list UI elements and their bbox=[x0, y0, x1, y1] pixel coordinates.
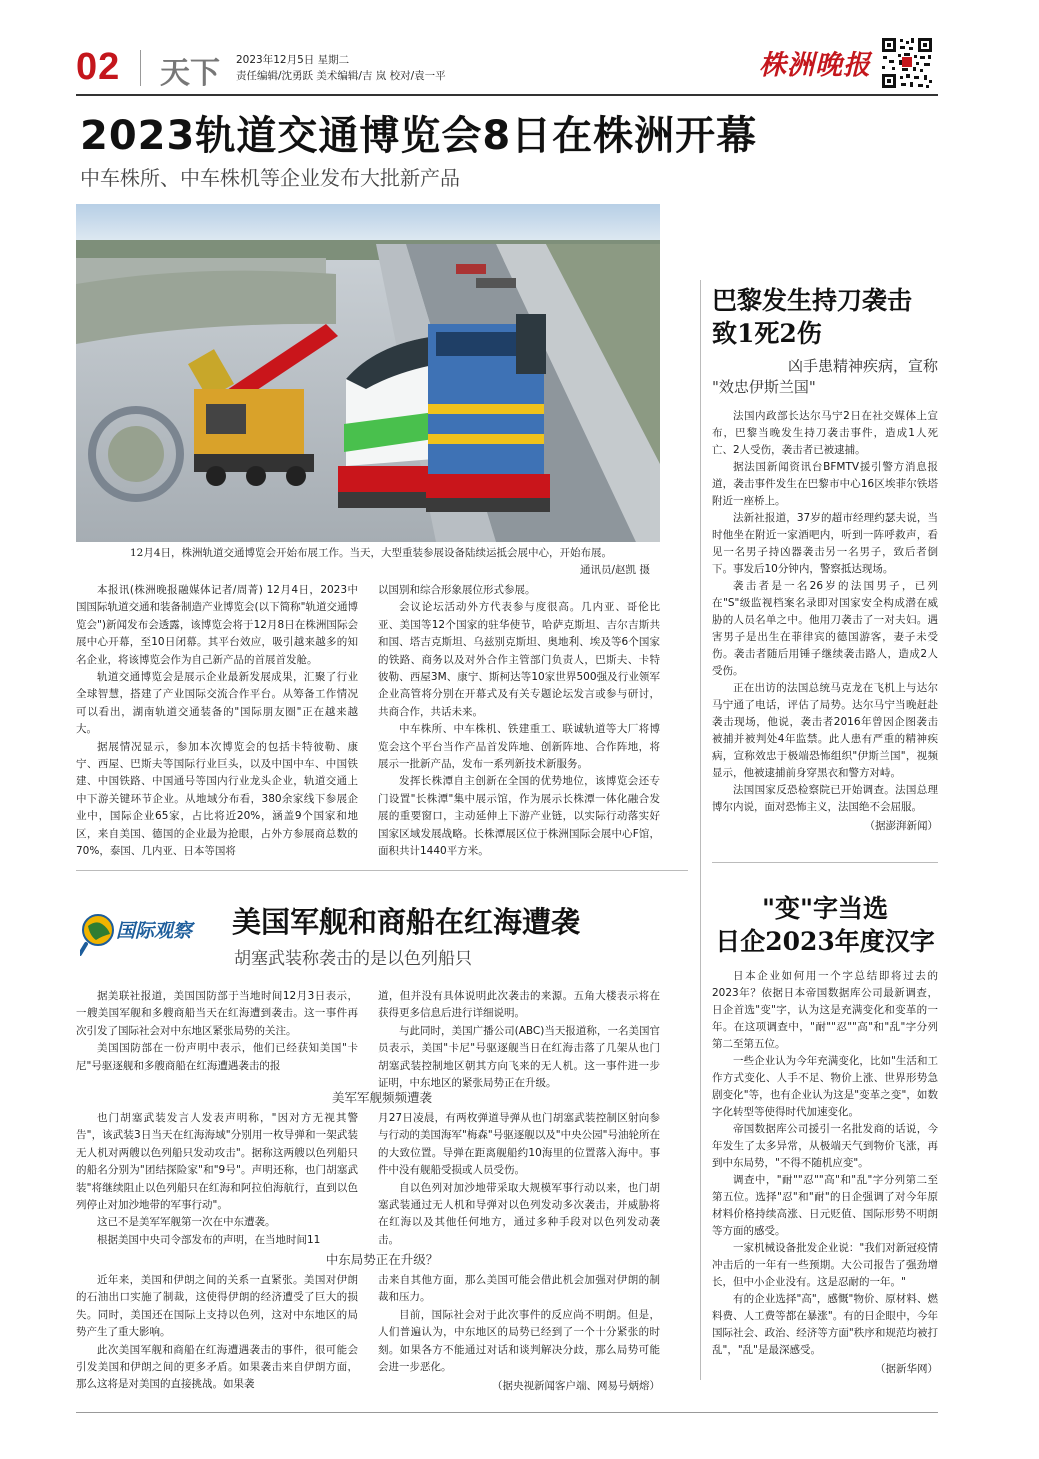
section-title: 天下 bbox=[160, 56, 220, 91]
paper-logo: 株洲晚报 bbox=[759, 49, 871, 81]
paragraph: 正在出访的法国总统马克龙在飞机上与达尔马宁通了电话，评估了局势。达尔马宁当晚赶赴袭击现场，他说，袭击者2016年曾因企图袭击被捕并被判处4年监禁。此人患有严重的精神疾病，宣称效忠于极端恐怖组织"伊斯兰国"，视频显示，他被逮捕前身穿黑衣和警方对峙。 bbox=[712, 682, 938, 779]
paragraph: 美国国防部在一份声明中表示，他们已经获知美国"卡尼"号驱逐舰和多艘商船在红海遭遇袭击的报 bbox=[76, 1042, 358, 1072]
paragraph: 日本企业如何用一个字总结即将过去的2023年？依据日本帝国数据库公司最新调查，日企首选"变"字，认为这是充满变化和变革的一年。在这项调查中，"耐""忍""高"和"乱"字分列第二至第五位。 bbox=[712, 970, 938, 1050]
source-note: （据澎湃新闻） bbox=[864, 820, 938, 832]
story-divider bbox=[712, 862, 938, 863]
paragraph: 法新社报道，37岁的超市经理约瑟夫说，当时他坐在附近一家酒吧内，听到一阵呼救声，看见一名男子持凶器袭击另一名男子，致后者倒下。事发后10分钟内，警察抵达现场。 bbox=[712, 512, 938, 575]
masthead-rule bbox=[76, 94, 938, 96]
masthead-divider bbox=[140, 50, 141, 86]
paragraph: 以国别和综合形象展位形式参展。 bbox=[378, 584, 536, 596]
paragraph: 近年来，美国和伊朗之间的关系一直紧张。美国对伊朗的石油出口实施了制裁，这使得伊朗的经济遭受了巨大的损失。同时，美国还在国际上支持以色列，这对中东地区的局势产生了重大影响。 bbox=[76, 1274, 358, 1339]
paragraph: 据法国新闻资讯台BFMTV援引警方消息报道，袭击事件发生在巴黎市中心16区埃菲尔铁塔附近一座桥上。 bbox=[712, 461, 938, 507]
paragraph: 轨道交通博览会是展示企业最新发展成果，汇聚了行业全球智慧，搭建了产业国际交流合作平台。从筹备工作情况可以看出，湖南轨道交通装备的"国际朋友圈"正在越来越大。 bbox=[76, 671, 358, 736]
photo-credit: 通讯员/赵凯 摄 bbox=[580, 564, 650, 576]
column-rule bbox=[700, 280, 701, 1380]
photo-caption: 12月4日，株洲轨道交通博览会开始布展工作。当天，大型重装参展设备陆续运抵会展中心，开始布展。 bbox=[130, 547, 613, 559]
kanji-body bbox=[712, 968, 938, 1378]
paragraph: 一家机械设备批发企业说："我们对新冠疫情冲击后的一年有一些预期。大公司报告了强劲增长，但中小企业没有。这是忍耐的一年。" bbox=[712, 1242, 938, 1288]
paragraph: 帝国数据库公司援引一名批发商的话说，今年发生了太多异常，从极端天气到物价飞涨，再到中东局势，"不得不随机应变"。 bbox=[712, 1123, 938, 1169]
story-divider bbox=[76, 870, 688, 871]
paragraph: 法国国家反恐检察院已开始调查。法国总理博尔内说，面对恐怖主义，法国绝不会屈服。 bbox=[712, 784, 938, 813]
source-note: （据新华网） bbox=[875, 1363, 938, 1375]
paris-story bbox=[712, 284, 938, 835]
us-body-column-4 bbox=[378, 1110, 660, 1249]
world-watch-badge bbox=[80, 906, 216, 956]
us-body-column-5 bbox=[76, 1272, 358, 1394]
lead-headline: 2023轨道交通博览会8日在株洲开幕 bbox=[80, 113, 758, 159]
paris-body bbox=[712, 408, 938, 835]
paris-subhead: 凶手患精神疾病，宣称 "效忠伊斯兰国" bbox=[712, 357, 938, 396]
qr-code-icon[interactable] bbox=[880, 36, 934, 90]
paragraph: 会议论坛活动外方代表参与度很高。几内亚、哥伦比亚、美国等12个国家的驻华使节，哈萨克斯坦、吉尔吉斯共和国、塔吉克斯坦、乌兹别克斯坦、奥地利、埃及等6个国家的铁路、商务以及对外合作主管部门负责人，巴斯夫、卡特彼勒、西屋3M、康宁、斯柯达等10家世界500强及行业领军企业高管将分别在开幕式及有关专题论坛发言或参与研讨，共商合作，共话未来。 bbox=[378, 601, 660, 718]
us-body-column-3 bbox=[76, 1110, 358, 1249]
paragraph: 据美联社报道，美国国防部于当地时间12月3日表示，一艘美国军舰和多艘商船当天在红海遭到袭击。这一事件再次引发了国际社会对中东地区紧张局势的关注。 bbox=[76, 990, 358, 1037]
us-headline: 美国军舰和商船在红海遭袭 bbox=[232, 905, 581, 939]
paragraph: 也门胡塞武装发言人发表声明称，"因对方无视其警告"，该武装3日当天在红海海域"分别用一枚导弹和一架武装无人机对两艘以色列船只发动攻击"。据称这两艘以色列船只的船名分别为"团结探险家"和"9号"。声明还称，也门胡塞武装"将继续阻止以色列船只在红海和阿拉伯海航行，直到以色列停止对加沙地带的军事行动"。 bbox=[76, 1112, 358, 1212]
footer-rule bbox=[76, 1412, 938, 1413]
edition-date: 2023年12月5日 星期二 bbox=[236, 54, 350, 66]
paragraph: 中车株所、中车株机、铁建重工、联诚轨道等大厂将博览会这个平台当作产品首发阵地、创新阵地、合作阵地，将展示一批新产品，发布一系列新技术新服务。 bbox=[378, 723, 660, 771]
paragraph: 袭击者是一名26岁的法国男子，已列在"S"级监视档案名录即对国家安全构成潜在威胁的人员名单之中。他用刀袭击了一对夫妇。遇害男子是出生在菲律宾的德国游客，妻子未受伤。袭击者随后用锤子继续袭击路人，造成2人受伤。 bbox=[712, 580, 938, 677]
lead-photo bbox=[76, 204, 660, 542]
paris-headline: 巴黎发生持刀袭击 致1死2伤 bbox=[712, 286, 913, 348]
paragraph: 目前，国际社会对于此次事件的反应尚不明朗。但是，人们普遍认为，中东地区的局势已经到了一个十分紧张的时刻。如果各方不能通过对话和谈判解决分歧，那么局势可能会进一步恶化。 bbox=[378, 1308, 660, 1374]
edition-staff: 责任编辑/沈勇跃 美术编辑/吉 岚 校对/袁一平 bbox=[236, 70, 446, 82]
crosshead: 美军军舰频频遭袭 bbox=[331, 1090, 432, 1105]
paragraph: 此次美国军舰和商船在红海遭遇袭击的事件，很可能会引发美国和伊朗之间的更多矛盾。如果袭击来自伊朗方面，那么这将是对美国的直接挑战。如果袭 bbox=[76, 1343, 358, 1391]
us-body-column-2 bbox=[378, 988, 660, 1092]
paragraph: 道，但并没有具体说明此次袭击的来源。五角大楼表示将在获得更多信息后进行详细说明。 bbox=[378, 990, 660, 1020]
paragraph: 据展情况显示，参加本次博览会的包括卡特彼勒、康宁、西屋、巴斯夫等国际行业巨头，以及中国中车、中国铁建、中国铁路、中国通号等国内行业龙头企业，轨道交通上中下游关键环节企业。从地域分布看，380余家线下参展企业中，国际企业65家，占比将近20%，涵盖9个国家和地区，来自美国、德国的企业最为抢眼，占外方参展商总数的70%，泰国、几内亚、日本等国将 bbox=[76, 740, 358, 858]
source-note: （据央视新闻客户端、网易号炳熔） bbox=[492, 1380, 660, 1393]
paragraph: 本报讯(株洲晚报融媒体记者/周菁) 12月4日，2023中国国际轨道交通和装备制造产业博览会(以下简称"轨道交通博览会")新闻发布会透露，该博览会将于12月8日在株洲国际会展中心开幕，至10日闭幕。其平台效应，吸引越来越多的知名企业，将该博览会作为自己新产品的首展首发舱。 bbox=[76, 584, 358, 666]
lead-subhead: 中车株所、中车株机等企业发布大批新产品 bbox=[80, 166, 460, 190]
paragraph: 有的企业选择"高"，感慨"物价、原材料、燃料费、人工费等都在暴涨"。有的日企眼中，今年国际社会、政治、经济等方面"秩序和规范均被打乱"，"乱"是最深感受。 bbox=[712, 1293, 938, 1356]
paragraph: 根据美国中央司令部发布的声明，在当地时间11 bbox=[97, 1233, 321, 1246]
paragraph: 击来自其他方面，那么美国可能会借此机会加强对伊朗的制裁和压力。 bbox=[378, 1274, 660, 1304]
lead-body-column-1 bbox=[76, 582, 358, 861]
us-body-column-1 bbox=[76, 988, 358, 1075]
paragraph: 自以色列对加沙地带采取大规模军事行动以来，也门胡塞武装通过无人机和导弹对以色列发动多次袭击，并威胁将在红海以及其他任何地方，通过多种手段对以色列发动袭击。 bbox=[378, 1181, 660, 1246]
paragraph: 一些企业认为今年充满变化，比如"生活和工作方式变化、人手不足、物价上涨、世界形势急剧变化"等，也有企业认为这是"变革之变"，如数字化转型等使得时代加速变化。 bbox=[712, 1055, 938, 1118]
lead-body-column-2 bbox=[378, 582, 660, 861]
paragraph: 这已不是美军军舰第一次在中东遭袭。 bbox=[97, 1216, 276, 1229]
paragraph: 发挥长株潭自主创新在全国的优势地位，该博览会还专门设置"长株潭"集中展示馆，作为展示长株潭一体化融合发展的重要窗口，主动延伸上下游产业链，以实际行动落实好国家区域发展战略。长株潭展区位于株洲国际会展中心F馆，面积共计1440平方米。 bbox=[378, 775, 660, 858]
us-subhead: 胡塞武装称袭击的是以色列船只 bbox=[234, 949, 472, 969]
paragraph: 月27日凌晨，有两枚弹道导弹从也门胡塞武装控制区射向参与行动的美国海军"梅森"号驱逐舰以及"中央公园"号油轮所在的大致位置。导弹在距离舰船约10海里的位置落入海中。事件中没有舰船受损或人员受伤。 bbox=[378, 1112, 660, 1177]
paragraph: 法国内政部长达尔马宁2日在社交媒体上宣布，巴黎当晚发生持刀袭击事件，造成1人死亡、2人受伤，袭击者已被逮捕。 bbox=[712, 410, 938, 456]
paragraph: 与此同时，美国广播公司(ABC)当天报道称，一名美国官员表示，美国"卡尼"号驱逐舰当日在红海击落了几架从也门胡塞武装控制地区朝其方向飞来的无人机。这一事件进一步证明，中东地区的紧张局势正在升级。 bbox=[378, 1024, 660, 1090]
kanji-story bbox=[712, 892, 938, 1378]
paragraph: 调查中，"耐""忍""高"和"乱"字分列第二至第五位。选择"忍"和"耐"的日企强调了对今年原材料价格持续高涨、日元贬值、国际形势不明朗等方面的感受。 bbox=[712, 1174, 938, 1237]
page-number: 02 bbox=[76, 46, 121, 88]
badge-text: 国际观察 bbox=[116, 920, 193, 942]
kanji-headline: "变"字当选 日企2023年度汉字 bbox=[715, 894, 935, 956]
crosshead: 中东局势正在升级？ bbox=[325, 1252, 439, 1267]
us-body-column-6 bbox=[378, 1272, 660, 1396]
